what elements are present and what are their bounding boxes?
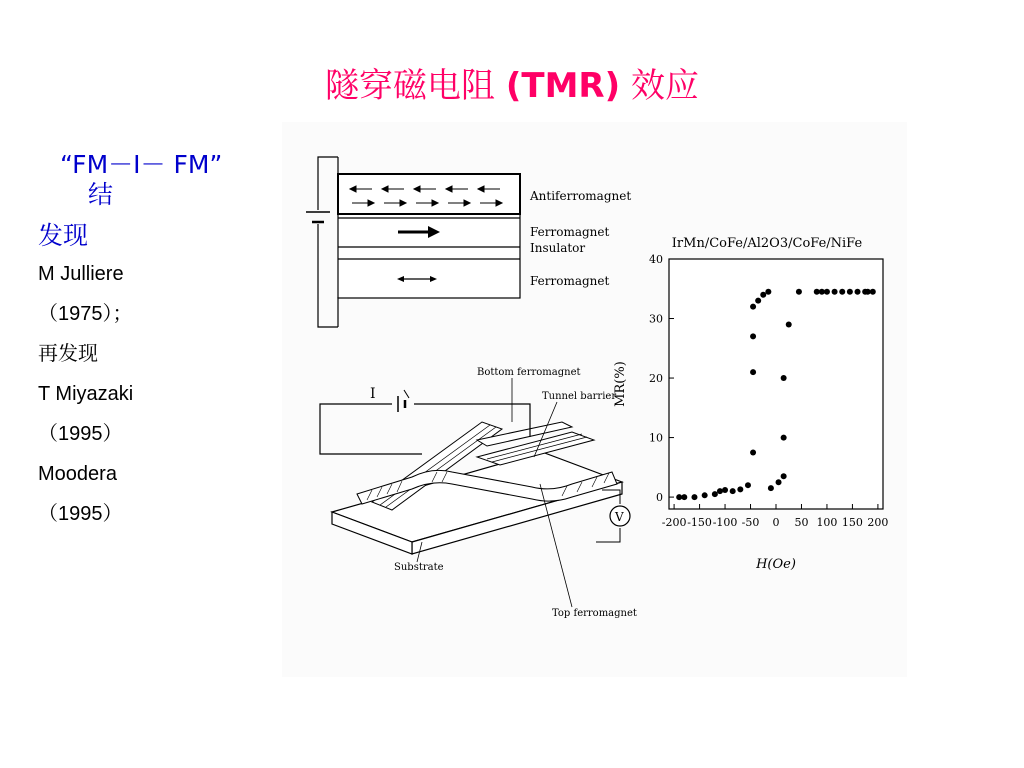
y-tick-label: 40 — [649, 253, 663, 266]
data-point — [755, 298, 761, 304]
structure-line2: 结 — [88, 180, 114, 209]
structure-label — [38, 150, 288, 210]
person2: T Miyazaki — [38, 383, 134, 405]
label-top-ferromagnet: Top ferromagnet — [552, 608, 637, 619]
data-point — [702, 492, 708, 498]
data-point — [839, 289, 845, 295]
x-axis-label: H(Oe) — [756, 557, 796, 572]
label-ferromagnet-top: Ferromagnet — [530, 225, 610, 239]
antiferromagnet-layer — [338, 174, 520, 214]
x-tick-label: -200 — [661, 516, 687, 529]
data-point — [796, 289, 802, 295]
data-point — [786, 321, 792, 327]
voltmeter-label: V — [615, 510, 624, 524]
y-tick-label: 0 — [656, 491, 663, 505]
y-tick-label: 20 — [649, 372, 663, 386]
x-tick-label: -150 — [687, 516, 712, 529]
x-tick-label: -100 — [712, 516, 738, 529]
discovered-label: 发现 — [38, 221, 89, 250]
x-tick-label: 200 — [867, 516, 889, 529]
plot-frame — [669, 259, 883, 509]
data-point — [712, 491, 718, 497]
data-point — [847, 289, 853, 295]
data-point — [717, 488, 723, 494]
left-text-block — [38, 150, 288, 534]
data-point — [681, 494, 687, 500]
x-tick-label: 50 — [794, 516, 809, 529]
figure-svg — [272, 122, 912, 682]
label-insulator: Insulator — [530, 241, 586, 255]
label-ferromagnet-bottom: Ferromagnet — [530, 274, 610, 288]
data-point — [781, 375, 787, 381]
label-tunnel-barrier: Tunnel barrier — [542, 391, 617, 402]
data-point — [750, 304, 756, 310]
data-point — [776, 479, 782, 485]
data-point — [737, 486, 743, 492]
data-point — [781, 435, 787, 441]
person3: Moodera — [38, 463, 117, 485]
data-point — [824, 289, 830, 295]
year3: （1995） — [38, 503, 123, 525]
title-main: 隧穿磁电阻 — [325, 66, 506, 106]
data-point — [765, 289, 771, 295]
data-point — [870, 289, 876, 295]
data-point — [691, 494, 697, 500]
label-substrate: Substrate — [394, 562, 444, 573]
data-point — [760, 292, 766, 298]
y-tick-label: 30 — [649, 312, 663, 326]
data-point — [750, 369, 756, 375]
data-point — [745, 482, 751, 488]
y-axis-label: MR(%) — [613, 361, 628, 407]
data-point — [750, 449, 756, 455]
x-tick-label: 150 — [841, 516, 863, 529]
label-antiferromagnet: Antiferromagnet — [530, 189, 632, 203]
slide-title — [0, 58, 1024, 107]
data-point — [781, 473, 787, 479]
y-tick-label: 10 — [649, 431, 663, 445]
title-suffix: 效应 — [620, 66, 699, 106]
data-point — [768, 485, 774, 491]
year1: （1975）； — [38, 303, 133, 325]
person1: M Julliere — [38, 263, 124, 285]
data-point — [730, 488, 736, 494]
data-point — [722, 487, 728, 493]
figure-panel — [272, 122, 912, 682]
title-abbr: (TMR) — [505, 66, 621, 106]
x-tick-label: 100 — [816, 516, 838, 529]
chart-title: IrMn/CoFe/Al2O3/CoFe/NiFe — [671, 236, 863, 251]
data-point — [750, 333, 756, 339]
year2: （1995） — [38, 423, 123, 445]
label-bottom-ferromagnet: Bottom ferromagnet — [477, 367, 581, 378]
current-label: I — [370, 386, 376, 402]
x-tick-label: -50 — [741, 516, 760, 529]
x-tick-label: 0 — [772, 516, 780, 529]
rediscovered-label: 再发现 — [38, 343, 98, 365]
data-point — [832, 289, 838, 295]
data-point — [855, 289, 861, 295]
structure-line1: “FM－I－ FM” — [60, 150, 223, 179]
